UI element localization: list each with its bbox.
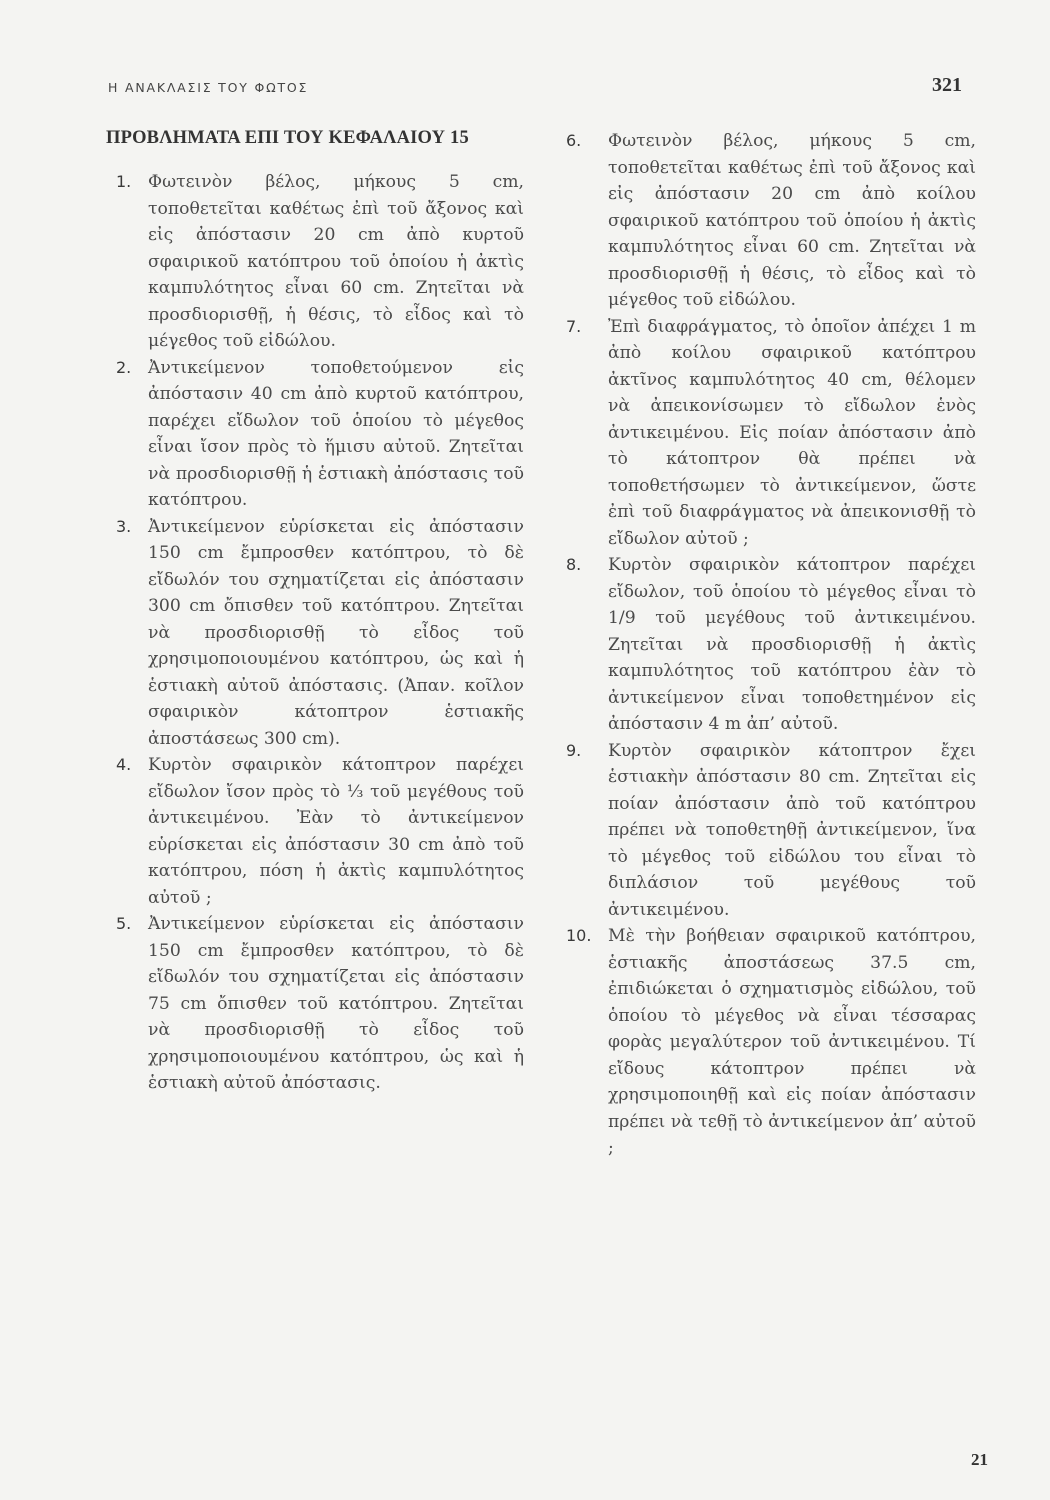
problem-number: 2. xyxy=(116,357,132,377)
running-head: Η ΑΝΑΚΛΑΣΙΣ ΤΟΥ ΦΩΤΟΣ xyxy=(108,80,309,95)
section-title: ΠΡΟΒΛΗΜΑΤΑ ΕΠΙ ΤΟΥ ΚΕΦΑΛΑΙΟΥ 15 xyxy=(106,128,469,148)
problem-number: 5. xyxy=(116,914,132,933)
problem-8 xyxy=(560,552,976,738)
problem-7 xyxy=(560,314,976,553)
problem-2 xyxy=(106,355,524,514)
problem-number: 6. xyxy=(566,131,582,150)
problem-number: 7. xyxy=(566,316,582,336)
right-column xyxy=(560,128,976,1162)
problem-number: 1. xyxy=(116,172,132,191)
page-number: 321 xyxy=(932,74,962,96)
problem-text: Ἀντικείμενον εὑρίσκεται εἰς ἀπόστασιν 150 cm ἔμπροσθεν κατόπτρου, τὸ δὲ εἴδωλόν του σχηματίζεται εἰς ἀπόστασιν 75 cm ὄπισθεν τοῦ κατόπτρου. Ζητεῖται νὰ προσδιορισθῇ τὸ εἶδος τοῦ χρησιμοποιουμένου κατόπτρου, ὡς καὶ ἡ ἑστιακὴ αὐτοῦ ἀπόστασις. xyxy=(148,914,524,1093)
problem-number: 9. xyxy=(566,740,582,760)
sheet-number: 21 xyxy=(971,1450,988,1469)
problem-text: Κυρτὸν σφαιρικὸν κάτοπτρον παρέχει εἴδωλον ἴσον πρὸς τὸ ⅓ τοῦ μεγέθους τοῦ ἀντικειμένου. Ἐὰν τὸ ἀντικείμενον εὑρίσκεται εἰς ἀπόστασιν 30 cm ἀπὸ τοῦ κατόπτρου, πόση ἡ ἀκτὶς καμπυλότητος αὐτοῦ ; xyxy=(148,755,524,908)
problem-text: Μὲ τὴν βοήθειαν σφαιρικοῦ κατόπτρου, ἑστιακῆς ἀποστάσεως 37.5 cm, ἐπιδιώκεται ὁ σχηματισμὸς εἰδώλου, τοῦ ὁποίου τὸ μέγεθος νὰ εἶναι τέσσαρας φορὰς μεγαλύτερον τοῦ ἀντικειμένου. Τί εἴδους κάτοπτρον πρέπει νὰ χρησιμοποιηθῇ καὶ εἰς ποίαν ἀπόστασιν πρέπει νὰ τεθῇ τὸ ἀντικείμενον ἀπ’ αὐτοῦ ; xyxy=(608,926,976,1158)
page-header xyxy=(108,74,962,104)
problem-text: Φωτεινὸν βέλος, μήκους 5 cm, τοποθετεῖται καθέτως ἐπὶ τοῦ ἄξονος καὶ εἰς ἀπόστασιν 20 cm ἀπὸ κυρτοῦ σφαιρικοῦ κατόπτρου τοῦ ὁποίου ἡ ἀκτὶς καμπυλότητος εἶναι 60 cm. Ζητεῖται νὰ προσδιορισθῇ, ἡ θέσις, τὸ εἶδος καὶ τὸ μέγεθος τοῦ εἰδώλου. xyxy=(148,172,524,351)
problem-text: Φωτεινὸν βέλος, μήκους 5 cm, τοποθετεῖται καθέτως ἐπὶ τοῦ ἄξονος καὶ εἰς ἀπόστασιν 20 cm ἀπὸ κοίλου σφαιρικοῦ κατόπτρου τοῦ ὁποίου ἡ ἀκτὶς καμπυλότητος εἶναι 60 cm. Ζητεῖται νὰ προσδιορισθῇ ἡ θέσις, τὸ εἶδος καὶ τὸ μέγεθος τοῦ εἰδώλου. xyxy=(608,131,976,310)
problem-number: 10. xyxy=(566,926,592,945)
problem-10 xyxy=(560,923,976,1162)
problem-3 xyxy=(106,514,524,753)
problem-text: Κυρτὸν σφαιρικὸν κάτοπτρον παρέχει εἴδωλον, τοῦ ὁποίου τὸ μέγεθος εἶναι τὸ 1/9 τοῦ μεγέθους τοῦ ἀντικειμένου. Ζητεῖται νὰ προσδιορισθῇ ἡ ἀκτὶς καμπυλότητος τοῦ κατόπτρου ἐὰν τὸ ἀντικείμενον εἶναι τοποθετημένον εἰς ἀπόστασιν 4 m ἀπ’ αὐτοῦ. xyxy=(608,555,976,734)
left-column xyxy=(106,128,524,1097)
problem-4 xyxy=(106,752,524,911)
problem-text: Ἐπὶ διαφράγματος, τὸ ὁποῖον ἀπέχει 1 m ἀπὸ κοίλου σφαιρικοῦ κατόπτρου ἀκτῖνος καμπυλότητος 40 cm, θέλομεν νὰ ἀπεικονίσωμεν τὸ εἴδωλον ἑνὸς ἀντικειμένου. Εἰς ποίαν ἀπόστασιν ἀπὸ τὸ κάτοπτρον θὰ πρέπει νὰ τοποθετήσωμεν τὸ ἀντικείμενον, ὥστε ἐπὶ τοῦ διαφράγματος νὰ ἀπεικονισθῇ τὸ εἴδωλον αὐτοῦ ; xyxy=(608,316,976,549)
problem-9 xyxy=(560,738,976,924)
problem-5 xyxy=(106,911,524,1097)
problem-6 xyxy=(560,128,976,314)
problem-number: 3. xyxy=(116,516,132,536)
problem-number: 4. xyxy=(116,755,132,774)
problem-number: 8. xyxy=(566,555,582,574)
problem-1 xyxy=(106,169,524,355)
problem-text: Κυρτὸν σφαιρικὸν κάτοπτρον ἔχει ἑστιακὴν ἀπόστασιν 80 cm. Ζητεῖται εἰς ποίαν ἀπόστασιν ἀπὸ τοῦ κατόπτρου πρέπει νὰ τοποθετηθῇ ἀντικείμενον, ἵνα τὸ μέγεθος τοῦ εἰδώλου του εἶναι τὸ διπλάσιον τοῦ μεγέθους τοῦ ἀντικειμένου. xyxy=(608,740,976,920)
problem-text: Ἀντικείμενον εὑρίσκεται εἰς ἀπόστασιν 150 cm ἔμπροσθεν κατόπτρου, τὸ δὲ εἴδωλόν του σχηματίζεται εἰς ἀπόστασιν 300 cm ὄπισθεν τοῦ κατόπτρου. Ζητεῖται νὰ προσδιορισθῇ τὸ εἶδος τοῦ χρησιμοποιουμένου κατόπτρου, ὡς καὶ ἡ ἑστιακὴ αὐτοῦ ἀπόστασις. (Ἀπαν. κοῖλον σφαιρικὸν κάτοπτρον ἑστιακῆς ἀποστάσεως 300 cm). xyxy=(148,516,524,749)
problem-text: Ἀντικείμενον τοποθετούμενον εἰς ἀπόστασιν 40 cm ἀπὸ κυρτοῦ κατόπτρου, παρέχει εἴδωλον τοῦ ὁποίου τὸ μέγεθος εἶναι ἴσον πρὸς τὸ ἥμισυ αὐτοῦ. Ζητεῖται νὰ προσδιορισθῇ ἡ ἑστιακὴ ἀπόστασις τοῦ κατόπτρου. xyxy=(148,357,524,510)
